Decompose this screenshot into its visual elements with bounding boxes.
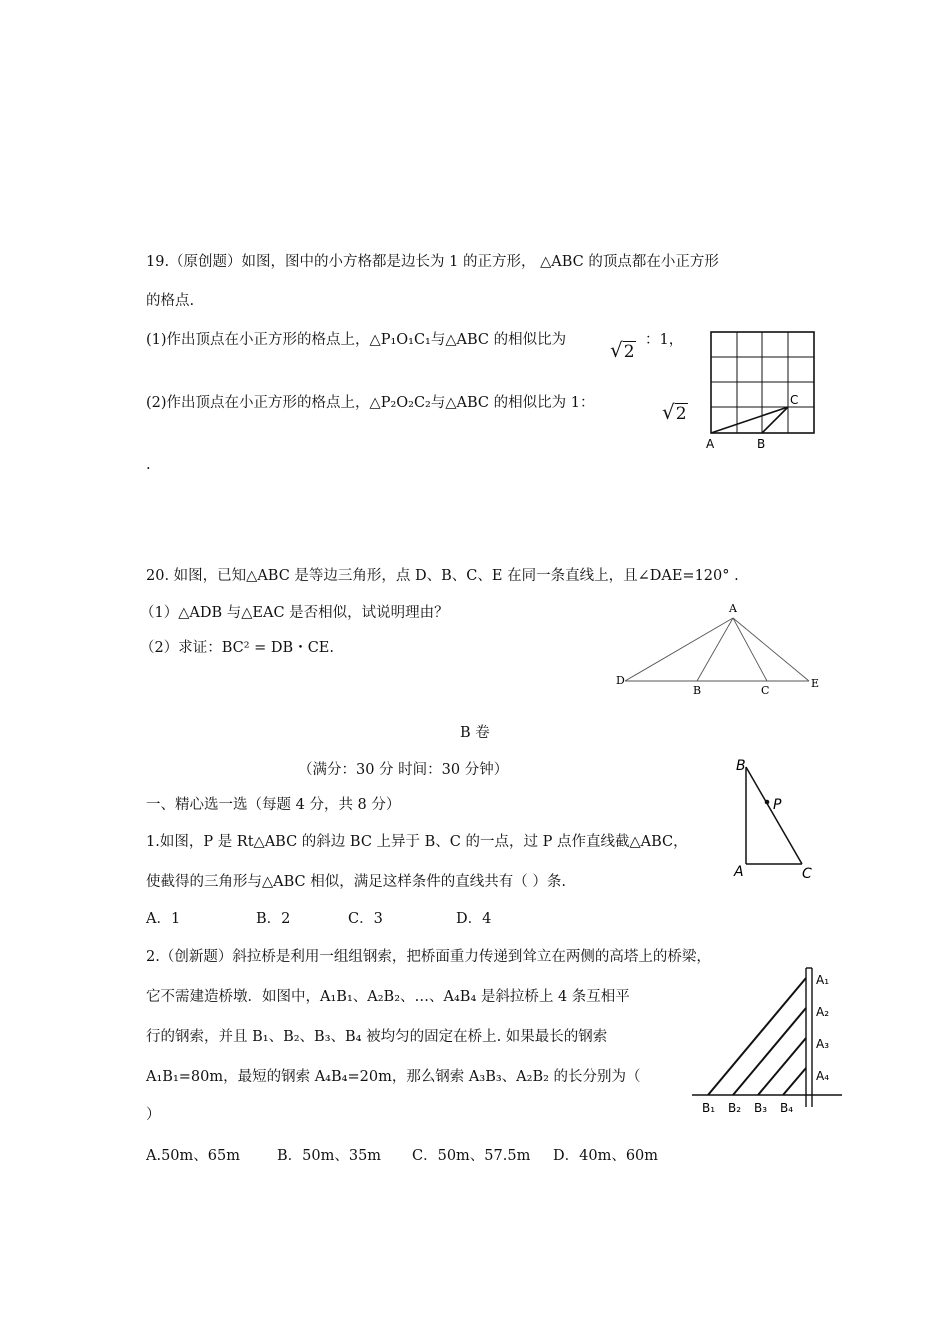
b2-label-a2: A₂ bbox=[816, 1005, 830, 1019]
q19-label-c: C bbox=[790, 393, 799, 407]
b1-option-b: B．2 bbox=[256, 911, 291, 927]
b2-line2: 它不需建造桥墩．如图中，A₁B₁、A₂B₂、…、A₄B₄ 是斜拉桥上 4 条互相平 bbox=[146, 989, 630, 1005]
b1-right-triangle-figure bbox=[730, 752, 825, 884]
q19-part1-text: (1)作出顶点在小正方形的格点上，△P₁O₁C₁与△ABC 的相似比为 bbox=[146, 332, 567, 348]
section-heading: 一、精心选一选（每题 4 分，共 8 分） bbox=[146, 797, 401, 813]
b1-label-c: C bbox=[802, 866, 812, 882]
b2-line1: 2.（创新题）斜拉桥是利用一组组钢索，把桥面重力传递到耸立在两侧的高塔上的桥梁， bbox=[146, 949, 711, 965]
q19-part2-radicand: 2 bbox=[675, 404, 687, 424]
q20-segment-ab bbox=[697, 618, 733, 681]
b1-label-p: P bbox=[773, 797, 782, 813]
b2-bridge-figure bbox=[690, 962, 850, 1122]
b1-line2: 使截得的三角形与△ABC 相似，满足这样条件的直线共有（ ）条. bbox=[146, 874, 566, 890]
b1-line1: 1.如图，P 是 Rt△ABC 的斜边 BC 上异于 B、C 的一点，过 P 点作直线截△ABC， bbox=[146, 834, 688, 850]
b2-label-b4: B₄ bbox=[780, 1101, 794, 1115]
q20-part2: （2）求证：BC² = DB・CE. bbox=[140, 640, 334, 656]
q20-segment-ad bbox=[625, 618, 733, 681]
q20-label-b: B bbox=[693, 684, 702, 696]
b2-option-c: C．50m、57.5m bbox=[412, 1148, 531, 1164]
q19-grid-figure bbox=[700, 328, 825, 453]
q20-label-d: D bbox=[616, 674, 625, 687]
q20-label-e: E bbox=[811, 677, 820, 690]
q20-segment-ae bbox=[733, 618, 809, 681]
q19-label-a: A bbox=[706, 437, 715, 451]
part-b-subtitle: （满分：30 分 时间：30 分钟） bbox=[298, 762, 509, 778]
b2-label-a4: A₄ bbox=[816, 1069, 830, 1083]
b2-label-b1: B₁ bbox=[702, 1101, 716, 1115]
q19-triangle-abc bbox=[711, 407, 788, 433]
q19-grid bbox=[711, 332, 814, 433]
b2-tower bbox=[806, 968, 812, 1107]
b1-option-a: A．1 bbox=[146, 911, 181, 927]
q19-trailing-dot: . bbox=[146, 457, 151, 473]
q19-part2-sqrt bbox=[662, 402, 688, 423]
sqrt-icon: √ bbox=[610, 338, 623, 362]
b2-cable-3 bbox=[758, 1038, 806, 1095]
b2-cable-4 bbox=[783, 1068, 806, 1095]
q20-segment-ac bbox=[733, 618, 767, 681]
b2-option-d: D．40m、60m bbox=[553, 1148, 659, 1164]
q19-line1: 19.（原创题）如图，图中的小方格都是边长为 1 的正方形， △ABC 的顶点都在小正方形 bbox=[146, 254, 719, 270]
b2-cables bbox=[708, 978, 806, 1095]
b2-cable-1 bbox=[708, 978, 806, 1095]
q19-part2-text: (2)作出顶点在小正方形的格点上，△P₂O₂C₂与△ABC 的相似比为 1： bbox=[146, 395, 595, 411]
b2-option-a: A.50m、65m bbox=[146, 1148, 240, 1164]
b1-label-a: A bbox=[734, 864, 744, 880]
b1-side-bc bbox=[746, 767, 802, 864]
b1-option-c: C．3 bbox=[348, 911, 383, 927]
q20-line1: 20. 如图，已知△ABC 是等边三角形，点 D、B、C、E 在同一条直线上，且∠DAE=120° . bbox=[146, 568, 739, 584]
sqrt-icon: √ bbox=[662, 400, 675, 424]
q19-part1-sqrt bbox=[610, 340, 636, 361]
b2-label-b3: B₃ bbox=[754, 1101, 768, 1115]
b2-line4: A₁B₁=80m，最短的钢索 A₄B₄=20m，那么钢索 A₃B₃、A₂B₂ 的长分别为（ bbox=[146, 1069, 641, 1085]
b2-label-a3: A₃ bbox=[816, 1037, 830, 1051]
q19-label-b: B bbox=[757, 437, 766, 451]
b2-label-a1: A₁ bbox=[816, 973, 830, 987]
part-b-title: B 卷 bbox=[460, 725, 490, 741]
q20-label-a: A bbox=[729, 602, 737, 615]
q19-line2: 的格点. bbox=[146, 293, 195, 309]
q19-part1-radicand: 2 bbox=[623, 342, 635, 362]
q20-label-c: C bbox=[761, 684, 770, 696]
q20-triangle-figure bbox=[612, 598, 827, 696]
b2-label-b2: B₂ bbox=[728, 1101, 742, 1115]
b1-point-p bbox=[765, 800, 770, 805]
q19-part1-ratio-tail: ：1， bbox=[645, 332, 684, 348]
q20-part1: （1）△ADB 与△EAC 是否相似，试说明理由？ bbox=[140, 605, 449, 621]
b1-label-b: B bbox=[736, 758, 746, 774]
b1-option-d: D．4 bbox=[456, 911, 492, 927]
b2-option-b: B．50m、35m bbox=[277, 1148, 382, 1164]
b2-line5: ） bbox=[146, 1107, 161, 1123]
b2-line3: 行的钢索，并且 B₁、B₂、B₃、B₄ 被均匀的固定在桥上. 如果最长的钢索 bbox=[146, 1029, 608, 1045]
